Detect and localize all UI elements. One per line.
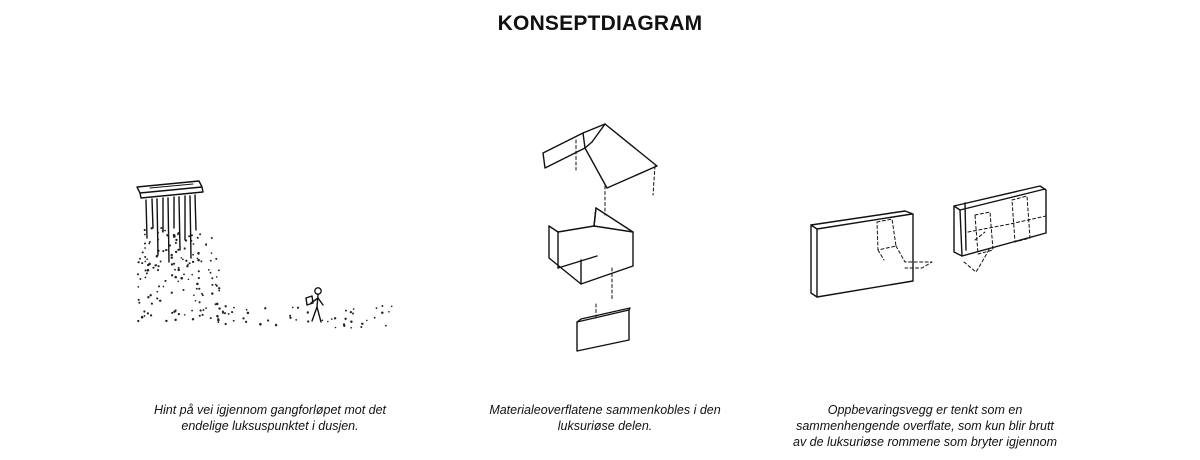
wall-piece	[549, 208, 633, 300]
rain-drop	[196, 288, 198, 290]
rain-drop	[156, 291, 158, 293]
rain-drops	[137, 227, 393, 329]
rain-drop	[197, 237, 199, 239]
rain-drop	[193, 243, 195, 245]
rain-drop	[215, 258, 217, 260]
rain-drop	[175, 242, 177, 244]
rain-drop	[331, 318, 333, 320]
rain-drop	[150, 294, 152, 296]
shower-rain	[146, 195, 196, 262]
rain-drop	[191, 274, 193, 276]
rain-drop	[197, 252, 200, 255]
rain-drop	[350, 311, 352, 313]
rain-drop	[141, 316, 144, 319]
rain-drop	[307, 320, 309, 322]
rain-drop	[173, 311, 175, 313]
rain-drop	[169, 244, 171, 246]
rain-drop	[141, 262, 143, 264]
rain-drop	[184, 247, 186, 249]
rain-drop	[344, 318, 346, 320]
rain-drop	[321, 320, 323, 322]
rain-drop	[184, 314, 186, 316]
rain-drop	[242, 317, 244, 319]
rain-drop	[388, 311, 390, 313]
rain-drop	[246, 309, 248, 311]
rain-drop	[144, 256, 146, 258]
rain-drop	[198, 288, 200, 290]
rain-drop	[180, 277, 183, 280]
rain-drop	[217, 319, 220, 322]
rain-drop	[171, 274, 173, 276]
caption-line: Materialeoverflatene sammenkobles i den	[489, 403, 721, 417]
rain-drop	[178, 269, 180, 271]
rain-drop	[147, 296, 149, 298]
rain-drop	[335, 327, 337, 329]
rain-drop	[275, 324, 277, 326]
rain-drop	[150, 314, 152, 316]
rain-drop	[139, 258, 141, 260]
rain-drop	[180, 257, 182, 259]
floor-piece	[577, 304, 630, 351]
rain-drop	[195, 300, 197, 302]
rain-drop	[218, 307, 220, 309]
rain-drop	[225, 305, 227, 307]
rain-drop	[144, 261, 146, 263]
rain-drop	[175, 309, 177, 311]
rain-drop	[188, 278, 190, 280]
rain-drop	[191, 310, 193, 312]
rain-drop	[366, 320, 368, 322]
rain-drop	[295, 319, 297, 321]
rain-drop	[144, 315, 146, 317]
caption-storage-wall	[775, 402, 1075, 450]
rain-drop	[183, 289, 185, 291]
rain-drop	[144, 229, 146, 231]
rain-drop	[211, 237, 213, 239]
rain-drop	[174, 269, 176, 271]
rain-drop	[231, 311, 233, 313]
rain-drop	[199, 309, 201, 311]
rain-drop	[202, 314, 204, 316]
rain-drop	[217, 321, 219, 323]
exploded-surfaces-sketch-icon	[543, 124, 657, 351]
rain-drop	[158, 285, 160, 287]
rain-drop	[157, 250, 160, 253]
rain-drop	[211, 277, 213, 279]
rain-drop	[151, 303, 153, 305]
rain-drop	[200, 260, 202, 262]
rain-drop	[198, 270, 200, 272]
rain-drop	[147, 312, 149, 314]
rain-drop	[216, 276, 218, 278]
rain-drop	[152, 267, 154, 269]
rain-drop	[173, 234, 176, 237]
rain-drop	[208, 269, 210, 271]
rain-drop	[350, 320, 352, 322]
rain-drop	[289, 315, 291, 317]
rain-drop	[163, 286, 165, 288]
rain-drop	[350, 327, 352, 329]
rain-drop	[157, 232, 159, 234]
rain-drop	[185, 260, 187, 262]
caption-line: av de luksuriøse rommene som bryter igjennom	[793, 435, 1057, 449]
rain-drop	[146, 258, 148, 260]
rain-drop	[145, 270, 147, 272]
rain-drop	[353, 308, 355, 310]
rain-drop	[210, 260, 212, 262]
rain-drop	[218, 269, 220, 271]
rain-drop	[174, 276, 177, 279]
rain-drop	[192, 318, 194, 320]
rain-drop	[162, 250, 164, 252]
rain-drop	[144, 242, 146, 244]
rain-drop	[198, 277, 200, 279]
rain-drop	[245, 321, 247, 323]
rain-drop	[199, 301, 201, 303]
rain-drop	[178, 267, 180, 269]
rain-drop	[360, 326, 362, 328]
rain-drop	[182, 259, 184, 261]
rain-drop	[210, 272, 212, 274]
rain-drop	[164, 280, 166, 282]
rain-drop	[150, 227, 152, 229]
rain-drop	[192, 254, 194, 256]
rain-drop	[138, 261, 140, 263]
rain-drop	[247, 312, 250, 315]
rain-drop	[164, 230, 166, 232]
rain-drop	[374, 317, 376, 319]
rain-drop	[138, 299, 140, 301]
rain-drop	[177, 233, 179, 235]
rain-drop	[149, 241, 151, 243]
rain-drop	[203, 309, 205, 311]
rain-drop	[148, 243, 150, 245]
rain-drop	[352, 313, 354, 315]
rain-drop	[144, 276, 146, 278]
rain-drop	[166, 234, 168, 236]
rain-drop	[137, 273, 139, 275]
left-wall-block	[811, 211, 932, 297]
rain-drop	[171, 254, 173, 256]
rain-drop	[189, 262, 191, 264]
rain-drop	[343, 325, 345, 327]
rain-drop	[217, 316, 219, 318]
rain-drop	[137, 286, 139, 288]
rain-drop	[147, 269, 150, 272]
rain-drop	[144, 247, 146, 249]
rain-drop	[391, 305, 393, 307]
rain-drop	[201, 293, 203, 295]
rain-drop	[139, 278, 141, 280]
rain-drop	[187, 264, 189, 266]
rain-drop	[175, 239, 177, 241]
rain-drop	[334, 317, 336, 319]
rain-drop	[211, 284, 213, 286]
rain-drop	[175, 251, 177, 253]
rain-drop	[211, 292, 213, 294]
rain-drop	[144, 234, 146, 236]
rain-drop	[156, 297, 158, 299]
rain-drop	[137, 320, 139, 322]
rain-drop	[178, 313, 180, 315]
rain-drop	[381, 311, 383, 313]
caption-line: Oppbevaringsvegg er tenkt som en	[827, 403, 1023, 417]
rain-drop	[156, 256, 158, 258]
rain-drop	[155, 264, 157, 266]
rain-drop	[233, 320, 235, 322]
rain-drop	[264, 307, 266, 309]
rain-drop	[215, 284, 217, 286]
rain-drop	[146, 272, 148, 274]
rain-drop	[205, 244, 207, 246]
caption-material-surfaces	[455, 402, 755, 434]
rain-drop	[160, 261, 162, 263]
caption-line: sammenhengende overflate, som kun blir brutt	[796, 419, 1054, 433]
rain-drop	[385, 325, 387, 327]
rain-drop	[142, 251, 144, 253]
rain-drop	[171, 292, 173, 294]
ceiling-piece	[543, 124, 657, 215]
rain-drop	[158, 265, 160, 267]
rain-drop	[197, 259, 200, 262]
rain-drop	[225, 323, 227, 325]
rain-drop	[233, 307, 235, 309]
rain-drop	[138, 302, 140, 304]
rain-drop	[171, 263, 173, 265]
caption-line: luksuriøse delen.	[557, 419, 653, 433]
right-wall-block	[954, 186, 1046, 272]
walking-person	[306, 288, 323, 322]
rain-drop	[228, 313, 230, 315]
rain-drop	[205, 307, 207, 309]
rain-drop	[177, 249, 179, 251]
rain-drop	[193, 294, 195, 296]
rain-drop	[173, 263, 175, 265]
rain-drop	[177, 280, 179, 282]
rain-drop	[183, 273, 185, 275]
rain-drop	[224, 312, 226, 314]
rain-drop	[197, 258, 199, 260]
rain-drop	[289, 317, 291, 319]
rain-drop	[210, 317, 212, 319]
rain-drop	[307, 311, 309, 313]
caption-line: endelige luksuspunktet i dusjen.	[181, 419, 359, 433]
rain-drop	[199, 233, 201, 235]
rain-drop	[159, 300, 161, 302]
shower-figure-sketch-icon	[137, 181, 393, 329]
rain-drop	[222, 312, 224, 314]
rain-drop	[191, 234, 193, 236]
storage-wall-sketch-icon	[811, 186, 1046, 297]
rain-drop	[157, 269, 159, 271]
rain-drop	[211, 252, 213, 254]
rain-drop	[192, 261, 194, 263]
rain-drop	[162, 230, 164, 232]
rain-drop	[171, 312, 173, 314]
rain-drop	[160, 227, 162, 229]
rain-drop	[165, 249, 167, 251]
rain-drop	[376, 307, 378, 309]
shower-head	[137, 181, 203, 198]
rain-drop	[185, 239, 187, 241]
rain-drop	[165, 320, 167, 322]
caption-shower-path	[130, 402, 410, 434]
rain-drop	[218, 290, 220, 292]
rain-drop	[381, 305, 383, 307]
rain-drop	[199, 315, 201, 317]
rain-drop	[196, 283, 199, 286]
rain-drop	[361, 323, 363, 325]
rain-drop	[218, 287, 220, 289]
rain-drop	[171, 256, 173, 258]
page-title: KONSEPTDIAGRAM	[497, 12, 703, 35]
rain-drop	[191, 240, 193, 242]
rain-drop	[186, 265, 188, 267]
rain-drop	[292, 307, 294, 309]
rain-drop	[148, 263, 151, 266]
rain-drop	[345, 310, 347, 312]
rain-drop	[259, 323, 262, 326]
caption-line: Hint på vei igjennom gangforløpet mot det	[153, 403, 387, 417]
rain-drop	[327, 321, 329, 323]
rain-drop	[157, 239, 159, 241]
rain-drop	[174, 319, 176, 321]
rain-drop	[188, 235, 190, 237]
rain-drop	[143, 310, 145, 312]
rain-drop	[267, 319, 269, 321]
rain-drop	[216, 303, 219, 306]
rain-drop	[297, 307, 299, 309]
